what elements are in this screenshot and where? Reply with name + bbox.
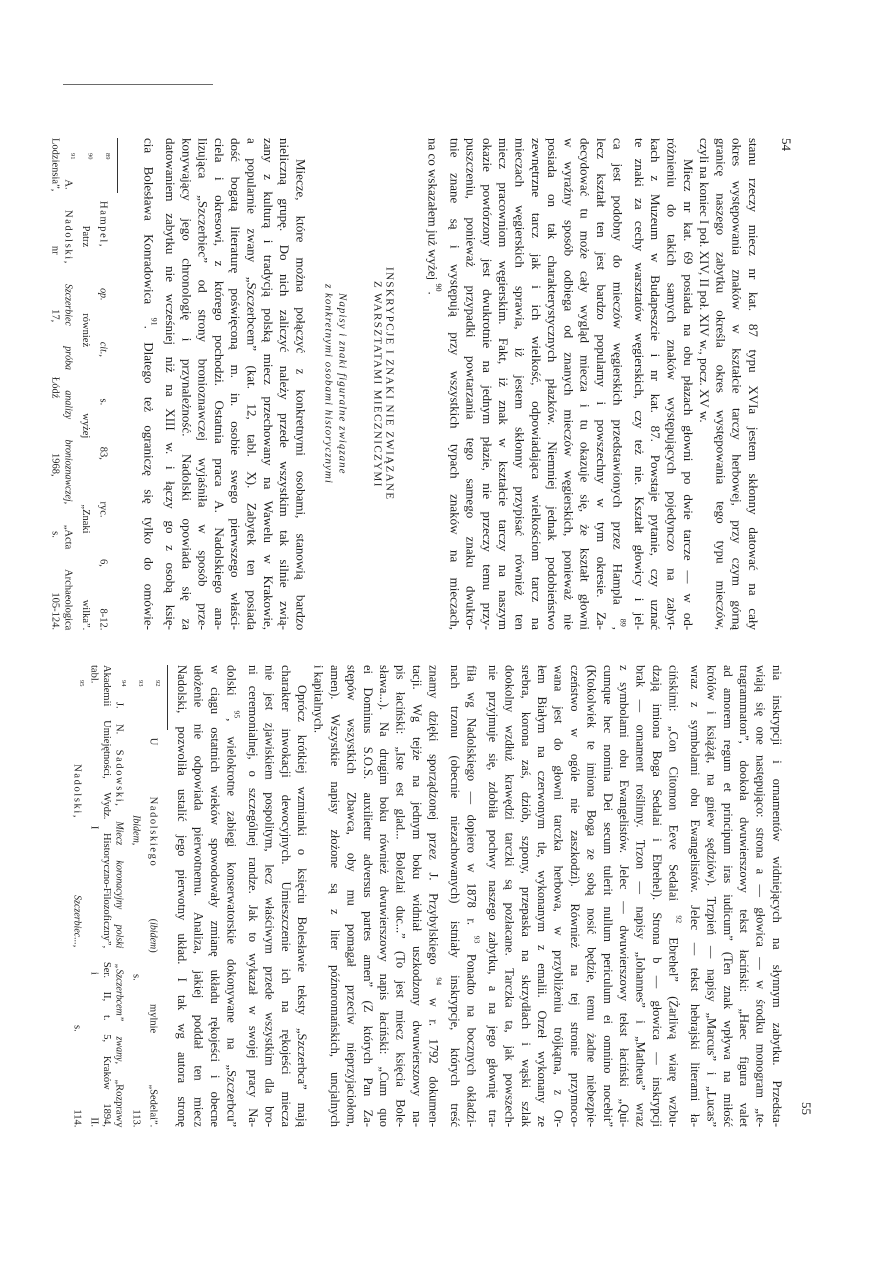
text-segment: (: [147, 867, 159, 922]
text-line: [62, 138, 80, 630]
text-segment: łem Białym na czerwonym tle, wykonanym z emalii. Orzeł wykonany ze: [535, 665, 550, 1127]
footnote-ref: 89: [618, 618, 628, 627]
text-segment: granicę naszego zabytku określa okres występowania tego typu mieczów,: [713, 138, 729, 630]
text-line: [129, 665, 146, 1127]
text-line: [712, 138, 728, 630]
text-line: [534, 665, 550, 1127]
page-number: 55: [799, 1102, 814, 1115]
text-segment: [71, 686, 82, 764]
text-line: [446, 138, 462, 630]
text-segment: nie przyjmuje się, zdobiła pochwy naszego zabytku, a na jego głownię tra-: [485, 665, 500, 1127]
text-segment: , s. 114.: [71, 944, 83, 1128]
text-line: [769, 665, 785, 1127]
text-line: [99, 665, 112, 1127]
text-segment: puszczeniu, ponieważ przypadki powtarzania tego samego znaku dwukro-: [463, 138, 479, 630]
text-segment: U: [147, 686, 159, 797]
footnotes: [70, 665, 163, 1127]
text-line: [146, 665, 163, 1127]
footnote-ref: 95: [77, 679, 85, 687]
text-line: [245, 665, 261, 1127]
text-line: [609, 138, 631, 630]
text-line: [479, 138, 495, 630]
text-line: [485, 665, 501, 1127]
text-line: [310, 665, 326, 1127]
text-segment: datowaniem zabytku nie wcześniej niż na XIII w. i łączy go z osobą księ-: [163, 138, 179, 630]
text-line: [736, 665, 752, 1127]
text-segment: J. N.: [113, 686, 125, 750]
text-segment: cińskimi: „Con Citomon Eeve Sedalai: [666, 665, 681, 916]
text-line: [567, 665, 583, 1127]
text-line: [343, 665, 359, 1127]
text-segment: ei Dominus S.O.S. auxilietur adversus partes amen” (Z których Pan Za-: [360, 665, 375, 1127]
text-segment: czyli na koniec I poł. XIV, II poł. XIV w., pocz. XV w.: [697, 138, 713, 423]
footnote-ref: 93: [472, 935, 482, 944]
text-line: [140, 138, 162, 630]
text-line: [544, 138, 560, 630]
text-line: [294, 665, 310, 1127]
text-line: [550, 665, 566, 1127]
text-segment: Miecze, które można połączyć z konkretnymi osobami, stanowią bardzo: [293, 158, 309, 630]
footnote-ref: 90: [86, 152, 94, 160]
text-line: [277, 665, 293, 1127]
text-segment: ad amorem regum et principum iras iudicum” (Ten znak wpływa na miłość: [720, 665, 735, 1127]
text-segment: w ciągu ostatnich wieków spowodowały zmianę układu rękojeści i obecne: [207, 665, 222, 1127]
text-line: [223, 665, 245, 1127]
text-segment: wraz z symbolami obu Ewangelistów. Jelec — tekst hebrajski literami ła-: [687, 665, 702, 1127]
footnote-ref: 94: [434, 977, 444, 986]
text-segment: ,: [113, 802, 125, 822]
text-segment: w r. 1792 dokumen-: [426, 985, 441, 1127]
text-line: [745, 138, 761, 630]
text-segment: srebra, korona zaś, dziób, szpony, przepaska na skrzydłach i wąski szlak: [518, 665, 533, 1127]
text-segment: nach trzonu (obecnie niezachowanych) istniały inskrypcje, których treść: [447, 665, 462, 1127]
italic-title: op. cit.: [97, 287, 109, 355]
section-subheading: [321, 138, 349, 630]
text-segment: lizująca „Szczerbiec” od strony bronioznawczej wyjaśniła w sposób prze-: [195, 138, 211, 630]
text-line: [719, 665, 735, 1127]
text-segment: dolski: [224, 665, 239, 711]
text-segment: cumque hec nomina Dei secum tulerit nullum periculum ei omnino nocebit”: [600, 665, 615, 1127]
text-line: [425, 665, 447, 1127]
text-line: [501, 665, 517, 1127]
heading-line: Z WARSZTATAMI MIECZNICZYMI: [371, 280, 384, 488]
text-line: [174, 665, 190, 1127]
text-line: [359, 665, 375, 1127]
text-line: [87, 665, 100, 1127]
text-segment: dzają imiona Boga Sedalai i Ebrehel). Strona b — głowica — inskrypcji: [650, 665, 664, 1127]
text-segment: , „Rozprawy: [113, 1061, 125, 1128]
text-segment: konywający jego chronologię i przynależność. Nadolski opowiada się za: [179, 138, 195, 630]
author-name: Nadolski: [71, 763, 83, 815]
text-segment: Oprócz krótkiej wzmianki o księciu Bolesławie teksty „Szczerbca” mają: [295, 685, 310, 1127]
author-name: Hampel: [97, 200, 109, 244]
text-segment: ,: [97, 243, 109, 288]
text-line: [632, 665, 648, 1127]
text-segment: wana jest do głowni tarczka herbowa, w przybliżeniu trójkątna, z Or-: [551, 665, 566, 1127]
text-segment: i kapitalnych.: [311, 665, 326, 734]
text-line: [178, 138, 194, 630]
text-segment: okazie powtórzony jest dwukrotnie na jednym płazie, nie przeczy temu przy-: [479, 138, 495, 630]
text-line: [227, 138, 243, 630]
text-segment: zewnętrzne tarcz jak i ich wielkość, odpowiadająca wielkościom tarcz na: [528, 138, 544, 630]
text-segment: amen). Wszystkie napisy złożone są z liter późnoromańskich, uncjalnych: [327, 665, 342, 1127]
text-segment: ,: [62, 260, 74, 284]
text-line: [424, 138, 446, 630]
subheading-line: z konkretnymi osobami historycznymi: [322, 284, 335, 484]
text-segment: okres występowania znaków w kształcie tarczy herbowej, przy czym górną: [729, 138, 745, 630]
text-segment: dość bogatą literaturę poświęconą m. in. osobie swego pierwszego właści-: [228, 138, 244, 630]
text-segment: na co wskazałem już wyżej: [425, 138, 441, 284]
text-segment: .: [425, 291, 441, 295]
text-line: [576, 138, 592, 630]
text-line: [409, 665, 425, 1127]
text-line: [447, 665, 463, 1127]
text-segment: dookolny wzdłuż krawędzi tarczki są pozłacane. Tarczka ta, jak powszech-: [502, 665, 517, 1127]
text-segment: , wielokrotne zabiegi konserwatorskie dokonywane na „Szczerbcu”: [224, 718, 239, 1128]
footnote-ref: 94: [119, 679, 127, 687]
text-segment: Lodziensia”, nr 17, Łódź 1968, s. 105-124.: [49, 138, 61, 630]
text-segment: ciela i okresowi, z którego pochodzi. Ostatnia praca A. Nadolskiego ana-: [211, 138, 227, 630]
text-line: [327, 665, 343, 1127]
text-segment: Miecz nr kat. 69 posiada na obu płazach głowni po dwie tarcze — w od-: [680, 158, 696, 630]
text-line: [517, 665, 533, 1127]
text-line: [560, 138, 576, 630]
section-heading: [371, 138, 395, 630]
text-line: [243, 138, 259, 630]
italic-title: Szczerbiec...: [71, 894, 83, 945]
text-line: [511, 138, 527, 630]
text-line: [462, 138, 478, 630]
text-segment: A.: [62, 159, 74, 210]
text-segment: (Ktokolwiek te imiona Boga ze sobą nosić będzie, temu żadne niebezpie-: [584, 665, 599, 1127]
author-name: Sadowski: [113, 749, 125, 803]
text-segment: nie jest zjawiskiem pospolitym, lecz właściwym przede wszystkim dla bro-: [262, 665, 277, 1127]
text-line: [49, 138, 62, 630]
text-segment: z symbolami obu Ewangelistów. Jelec — dwuwierszowy tekst łaciński „Qui-: [617, 665, 632, 1127]
text-line: [276, 138, 292, 630]
text-line: [392, 665, 408, 1127]
text-line: [207, 665, 223, 1127]
text-line: [631, 138, 647, 630]
footnote-ref: 91: [149, 317, 159, 326]
italic-title: Szczerbiec próba analizy bronioznawczej: [62, 283, 74, 502]
text-segment: sława...). Na drugim boku również dwuwierszowy napis łaciński: „Cum quo: [377, 665, 392, 1127]
footnote-ref: 91: [69, 152, 77, 160]
text-segment: ni ceremonialnej, o szczególnej randze. Jak to wykazał w swojej pracy Na-: [245, 665, 260, 1127]
italic-title: Miecz koronacyjny polski „Szczerbcem” zwany: [113, 821, 125, 1062]
text-segment: zany z kulturą i tradycją polską miecz przechowany na Wawelu w Krakowie,: [260, 138, 276, 630]
footnote-ref: 93: [136, 679, 144, 687]
author-name: Nadolskiego: [147, 796, 159, 868]
text-segment: [98, 159, 109, 201]
text-segment: pis łaciński: „Iste est glad... Bolezlai duc...” (To jest miecz księcia Bole-: [393, 665, 408, 1127]
text-segment: tnie znane są i występują przy wszystkich typach znaków na mieczach,: [447, 138, 463, 630]
text-line: [663, 138, 679, 630]
text-line: [680, 138, 696, 630]
text-segment: czeństwo w ogóle nie zaszkodzi). Również na tej stronie przymoco-: [567, 665, 582, 1127]
footnote-ref: 89: [104, 152, 112, 160]
text-segment: , s. 83, ryc. 6, 8-12.: [97, 354, 109, 631]
footnote-ref: 92: [153, 679, 161, 687]
text-line: [495, 138, 511, 630]
footnote-ref: 92: [674, 915, 684, 924]
body-text: [424, 138, 761, 630]
author-name: Nadolski: [62, 209, 74, 261]
page-54: [49, 138, 795, 631]
text-line: [79, 138, 97, 630]
text-line: [703, 665, 719, 1127]
text-line: [665, 665, 687, 1127]
text-line: [97, 138, 115, 630]
text-segment: królów i książąt, na gniew sędziów). Trzpień — napisy „Marcus” i „Lucas”: [704, 665, 719, 1127]
text-segment: . Dlatego też ograniczę się tylko do omówie-: [141, 325, 157, 630]
text-segment: stępów wszystkich Zbawca, oby mu pomagał przeciw nieprzyjaciołom,: [344, 665, 359, 1127]
text-segment: Ebrehel” (Żarliwą wiarę wzbu-: [666, 923, 681, 1127]
text-segment: ,: [610, 626, 626, 630]
text-segment: , s. 113.: [130, 842, 142, 1128]
text-segment: wiają się one następująco: strona a — głowica — w środku monogram „te-: [753, 665, 768, 1127]
text-line: [649, 665, 665, 1127]
body-text: [140, 138, 308, 630]
text-segment: charakter inwokacji dewocyjnych. Umieszczenie ich na rękojeści miecza: [278, 665, 293, 1127]
text-segment: ułożenie nie odpowiada pierwotnemu. Analiza, jakiej poddał ten miecz: [191, 665, 206, 1127]
text-line: [696, 138, 712, 630]
text-segment: decydować tu może cały wygląd miecza i tu okazuje się, że kształt głowni: [577, 138, 593, 630]
footnote-ref: 95: [232, 710, 242, 719]
heading-line: INSKRYPCJE I ZNAKI NIE ZWIĄZANE: [383, 267, 396, 501]
text-segment: te znaki za cechy warsztatów węgierskich, czy też nie. Kształt głowicy i jel-: [631, 138, 647, 630]
scan-edge-line: [63, 84, 213, 85]
text-line: [593, 138, 609, 630]
text-line: [616, 665, 632, 1127]
text-line: [599, 665, 615, 1127]
text-segment: , „Acta Archaeologica: [62, 501, 74, 630]
italic-title: Ibidem: [130, 814, 142, 843]
text-line: [647, 138, 663, 630]
text-segment: ca jest podobny do mieczów węgierskich przedstawionych przez Hampla: [610, 138, 626, 619]
text-segment: nieliczną grupę. Do nich zaliczyć należy przede wszystkim tak silnie zwią-: [277, 138, 293, 630]
text-line: [376, 665, 392, 1127]
italic-title: ibidem: [147, 921, 159, 949]
text-segment: różnieniu do takich samych znaków występujących pojedynczo na zabyt-: [664, 138, 680, 630]
text-line: [292, 138, 308, 630]
text-segment: a popularnie zwany „Szczerbcem” (kat. 12, tabl. X). Zabytek ten posiada: [244, 138, 260, 630]
text-segment: cia Bolesława Konradowica: [141, 138, 157, 318]
footnote-divider: [117, 138, 118, 193]
footnotes: [49, 138, 115, 630]
text-segment: nia inskrypcji i ornamentów widniejących na słynnym zabytku. Przedsta-: [770, 665, 784, 1127]
text-segment: Ponadto na bocznych okładzi-: [464, 943, 479, 1127]
text-line: [70, 665, 87, 1127]
text-segment: tabl. I i II.: [88, 665, 100, 1127]
text-segment: lecz kształt ten jest bardzo popularny i powszechny w tym okresie. Za-: [594, 138, 609, 630]
text-line: [728, 138, 744, 630]
text-line: [162, 138, 178, 630]
text-line: [463, 665, 485, 1127]
text-segment: Nadolski, pozwoliła ustalić jego pierwotny układ. I tak wg autora stronę: [175, 665, 190, 1127]
text-segment: znamy dzięki sporządzonej przez J. Przybylskiego: [426, 665, 441, 978]
body-text: [174, 665, 785, 1127]
text-segment: [130, 686, 141, 815]
footnote-divider: [167, 665, 168, 730]
subheading-line: Napisy i znaki figuralne związane: [336, 293, 349, 475]
text-line: [261, 665, 277, 1127]
footnote-ref: 90: [434, 283, 444, 292]
text-segment: miecz pracowniom węgierskim. Fakt, iż znak w kształcie tarczy na naszym: [496, 138, 512, 630]
text-line: [194, 138, 210, 630]
page-number: 54: [779, 138, 794, 151]
page-55: [71, 665, 815, 1128]
text-segment: kach z Muzeum w Budapeszcie i nr kat. 87. Powstaje pytanie, czy uznać: [648, 138, 664, 630]
text-segment: stanu rzeczy miecz nr kat. 87 typu XVIa jestem skłonny datować na cały: [746, 138, 761, 630]
text-segment: tacji. Wg tejże na jednym boku widniał uszkodzony dwuwierszowy na-: [410, 665, 424, 1127]
text-line: [583, 665, 599, 1127]
text-segment: w wyraźny sposób odbiega od znanych mieczów węgierskich, ponieważ nie: [561, 138, 577, 630]
text-segment: Patrz również wyżej „Znaki wilka”.: [80, 159, 92, 630]
text-segment: tragrammaton”, dookoła dwuwierszowy tekst łaciński: „Haec figura valet: [737, 665, 752, 1127]
text-line: [752, 665, 768, 1127]
text-segment: mieczach węgierskich sprawia, iż jestem skłonny przypisać również ten: [512, 138, 528, 630]
text-segment: ) mylnie „Sedelai”.: [147, 948, 159, 1127]
text-line: [687, 665, 703, 1127]
text-line: [112, 665, 129, 1127]
text-segment: ,: [71, 814, 83, 895]
text-line: [190, 665, 206, 1127]
text-line: [211, 138, 227, 630]
text-segment: fiła wg Nadolskiego — dopiero w 1878 r.: [464, 665, 479, 936]
text-segment: brak — ornament roślinny. Trzon — napisy „Iohannes” i „Matheus” wraz: [633, 665, 648, 1127]
text-segment: posiada on tak charakterystycznych płazków. Niemniej jednak podobieństwo: [545, 138, 561, 630]
text-segment: Akademii Umiejętności, Wydz. Historyczno-Filozoficzny”, Ser. II, t. 5, Kraków 1894,: [100, 665, 112, 1127]
text-line: [528, 138, 544, 630]
text-line: [260, 138, 276, 630]
